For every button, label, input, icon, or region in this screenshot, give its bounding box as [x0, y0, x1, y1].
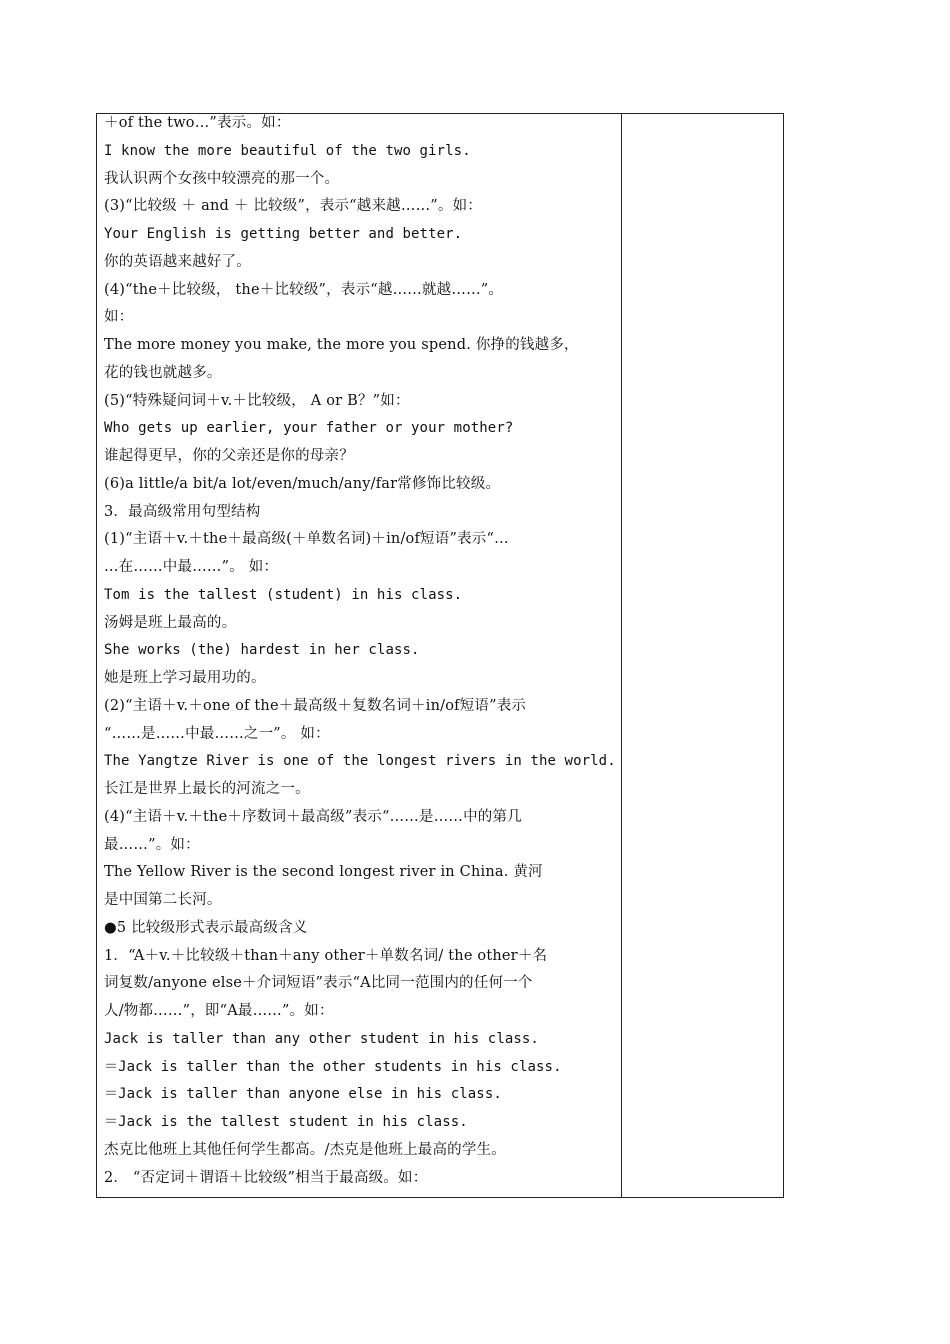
text-line: (2)“主语＋v.＋one of the＋最高级＋复数名词＋in/of短语”表示 — [104, 697, 527, 714]
section-heading: 3．最高级常用句型结构 — [104, 503, 261, 520]
text-line: 我认识两个女孩中较漂亮的那一个。 — [104, 170, 340, 187]
text-line: Tom is the tallest (student) in his class. — [104, 586, 463, 603]
table-column-divider — [621, 113, 622, 1198]
text-line: (3)“比较级 ＋ and ＋ 比较级”，表示“越来越……”。如： — [104, 198, 482, 215]
text-line: 谁起得更早，你的父亲还是你的母亲？ — [104, 448, 354, 464]
text-line: ＝Jack is the tallest student in his class. — [104, 1114, 468, 1130]
text-line: (5)“特殊疑问词＋v.＋比较级， A or B？”如： — [104, 392, 410, 409]
text-line: …在……中最……”。 如： — [104, 559, 279, 575]
text-line: 你的英语越来越好了。 — [104, 253, 251, 270]
text-line: She works (the) hardest in her class. — [104, 642, 420, 659]
text-line: The more money you make, the more you spend. 你挣的钱越多， — [104, 337, 579, 353]
text-line: 花的钱也就越多。 — [104, 364, 222, 381]
text-line: 她是班上学习最用功的。 — [104, 670, 266, 686]
text-line: “……是……中最……之一”。 如： — [104, 725, 330, 742]
text-line: 长江是世界上最长的河流之一。 — [104, 781, 310, 797]
text-line: Who gets up earlier, your father or your mother? — [104, 420, 514, 437]
text-line: 最……”。如： — [104, 836, 200, 853]
text-line: 汤姆是班上最高的。 — [104, 614, 237, 631]
text-line: (6)a little/a bit/a lot/even/much/any/far常修饰比较级。 — [104, 475, 501, 492]
table-content-cell — [104, 110, 616, 1192]
text-line: 词复数/anyone else＋介词短语”表示“A比同一范围内的任何一个 — [104, 975, 533, 992]
text-line: I know the more beautiful of the two girls. — [104, 142, 471, 159]
text-line: 人/物都……”，即“A最……”。如： — [104, 1003, 334, 1019]
text-line: ＋of the two…”表示。如： — [104, 115, 291, 131]
text-line: 2． “否定词＋谓语＋比较级”相当于最高级。如： — [104, 1169, 428, 1186]
text-line: (4)“the＋比较级， the＋比较级”，表示“越……就越……”。 — [104, 281, 504, 298]
text-line: Jack is taller than any other student in his class. — [104, 1030, 539, 1047]
text-line: The Yangtze River is one of the longest rivers in the world. — [104, 753, 616, 770]
text-line: ＝Jack is taller than the other students in his class. — [104, 1058, 562, 1075]
text-line: (4)“主语＋v.＋the＋序数词＋最高级”表示“……是……中的第几 — [104, 808, 522, 825]
text-line: 杰克比他班上其他任何学生都高。/杰克是他班上最高的学生。 — [104, 1141, 506, 1158]
text-line: 1．“A＋v.＋比较级＋than＋any other＋单数名词/ the other＋名 — [104, 947, 548, 964]
text-line: 是中国第二长河。 — [104, 892, 222, 908]
text-line: (1)“主语＋v.＋the＋最高级(＋单数名词)＋in/of短语”表示“… — [104, 531, 509, 548]
section-heading: ●5 比较级形式表示最高级含义 — [104, 919, 308, 936]
text-line: The Yellow River is the second longest river in China. 黄河 — [104, 864, 543, 881]
text-line: ＝Jack is taller than anyone else in his class. — [104, 1086, 502, 1103]
text-line: 如： — [104, 309, 134, 326]
text-line: Your English is getting better and better. — [104, 226, 463, 242]
